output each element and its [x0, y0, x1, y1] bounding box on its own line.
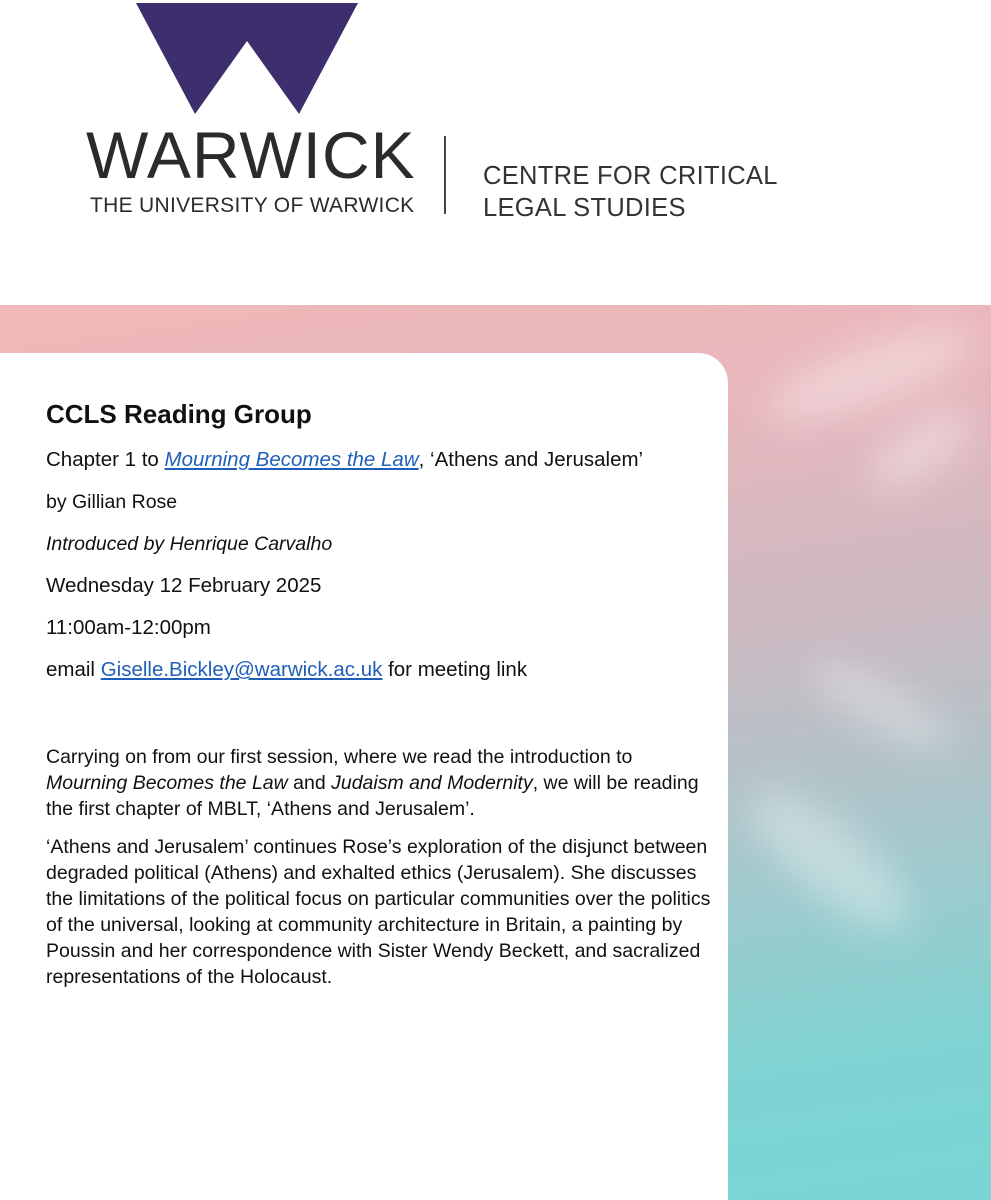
header-divider — [444, 136, 446, 214]
book-title-link[interactable]: Mourning Becomes the Law — [164, 448, 419, 471]
description-paragraph-2: ‘Athens and Jerusalem’ continues Rose’s exploration of the disjunct between degraded political (Athens) and exhalted ethics (Jerusalem). She discusses the limitations of the political focus on particular communities over the politics of the universal, looking at community architecture in Britain, a painting by Poussin and her correspondence with Sister Wendy Beckett, and sacralized representations of the Holocaust. — [46, 836, 711, 988]
centre-name-line2: LEGAL STUDIES — [483, 194, 686, 222]
introduced-by: Introduced by Henrique Carvalho — [46, 533, 333, 555]
chapter-suffix: , ‘Athens and Jerusalem’ — [418, 448, 644, 471]
email-suffix: for meeting link — [382, 658, 528, 681]
email-line — [46, 656, 716, 684]
book-title-2: Judaism and Modernity — [331, 772, 533, 794]
event-content — [46, 396, 716, 1002]
event-title: CCLS Reading Group — [46, 399, 312, 429]
university-name: THE UNIVERSITY OF WARWICK — [90, 194, 415, 217]
header — [0, 0, 991, 305]
email-link[interactable]: Giselle.Bickley@warwick.ac.uk — [100, 658, 383, 681]
description-paragraph-1: Carrying on from our first session, where we read the introduction to Mourning Becomes the Law and Judaism and Modernity, we will be reading the first chapter of MBLT, ‘Athens and Jerusalem’. — [46, 746, 699, 820]
chapter-line — [46, 446, 716, 474]
warwick-wordmark: WARWICK — [86, 118, 416, 192]
centre-name — [483, 160, 778, 224]
book-title-1: Mourning Becomes the Law — [46, 772, 288, 794]
event-date: Wednesday 12 February 2025 — [46, 574, 322, 597]
author: by Gillian Rose — [46, 491, 178, 513]
centre-name-line1: CENTRE FOR CRITICAL — [483, 162, 778, 190]
chapter-prefix: Chapter 1 to — [46, 448, 165, 471]
warwick-logo-icon — [136, 3, 358, 114]
email-prefix: email — [46, 658, 101, 681]
event-time: 11:00am-12:00pm — [46, 616, 211, 639]
